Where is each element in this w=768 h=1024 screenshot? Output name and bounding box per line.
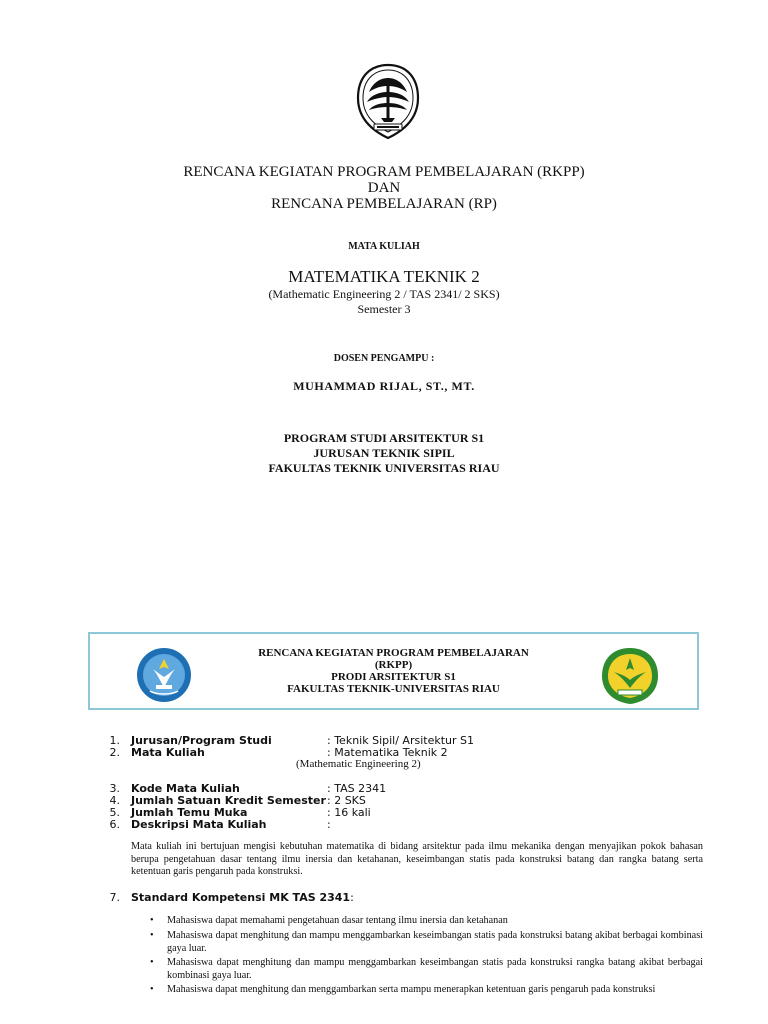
bullet-icon: • (150, 957, 154, 968)
item-value-2: : Matematika Teknik 2 (327, 746, 448, 759)
item-label-4: Jumlah Satuan Kredit Semester (131, 794, 326, 807)
item-num-4: 4. (109, 794, 120, 807)
section7-colon: : (350, 891, 354, 904)
bullet-icon: • (150, 984, 154, 995)
bullet-icon: • (150, 930, 154, 941)
item-value-6: : (327, 818, 331, 831)
item-value-3: : TAS 2341 (327, 782, 387, 795)
competency-item-3: Mahasiswa dapat menghitung dan mampu menggambarkan keseimbangan statis pada konstruksi rangka batang akibat berbagai kombinasi gaya luar. (167, 957, 703, 981)
jurusan: JURUSAN TEKNIK SIPIL (313, 446, 455, 460)
item-value-1: : Teknik Sipil/ Arsitektur S1 (327, 734, 474, 747)
universitas-riau-logo-icon (600, 646, 660, 706)
section7-heading (131, 892, 354, 904)
item-label-1: Jurusan/Program Studi (131, 734, 272, 747)
course-title: MATEMATIKA TEKNIK 2 (288, 267, 480, 286)
item-num-5: 5. (109, 806, 120, 819)
cover-title-line2: DAN (367, 180, 401, 196)
university-seal-icon (355, 62, 421, 142)
course-description: Mata kuliah ini bertujuan mengisi kebutuhan matematika di bidang arsitektur pada ilmu mekanika dengan menyajikan pokok bahasan berupa pengetahuan dasar tentang ilmu inersia dan ketahanan, keseimbangan statis pada konstruksi batang dan rangka batang serta ketentuan garis pengaruh pada konstruksi. (131, 841, 703, 878)
rkpp-header-box (88, 632, 699, 710)
dosen-label: DOSEN PENGAMPU : (333, 353, 435, 364)
program-studi: PROGRAM STUDI ARSITEKTUR S1 (283, 431, 485, 445)
box-title-line1: RENCANA KEGIATAN PROGRAM PEMBELAJARAN (258, 647, 529, 659)
item-num-3: 3. (109, 782, 120, 795)
cover-title-line1: RENCANA KEGIATAN PROGRAM PEMBELAJARAN (RKPP) (183, 164, 585, 180)
item-label-3: Kode Mata Kuliah (131, 782, 240, 795)
item-num-1: 1. (109, 734, 120, 747)
bullet-icon: • (150, 915, 154, 926)
mata-kuliah-label: MATA KULIAH (348, 241, 420, 252)
item-num-6: 6. (109, 818, 120, 831)
box-title-line2: (RKPP) (374, 659, 413, 671)
fakultas: FAKULTAS TEKNIK UNIVERSITAS RIAU (268, 461, 500, 475)
item-label-2: Mata Kuliah (131, 746, 205, 759)
item-label-5: Jumlah Temu Muka (131, 806, 248, 819)
competency-item-2: Mahasiswa dapat menghitung dan mampu menggambarkan keseimbangan statis pada konstruksi batang akibat berbagai kombinasi gaya luar. (167, 930, 703, 954)
cover-title-line3: RENCANA PEMBELAJARAN (RP) (271, 196, 497, 212)
box-title-line3: PRODI ARSITEKTUR S1 (331, 671, 456, 683)
course-subtitle: (Mathematic Engineering 2 / TAS 2341/ 2 SKS) (268, 287, 500, 301)
section7-num: 7. (109, 891, 120, 904)
item-num-2: 2. (109, 746, 120, 759)
box-title-line4: FAKULTAS TEKNIK-UNIVERSITAS RIAU (287, 683, 500, 695)
semester: Semester 3 (357, 302, 411, 316)
section7-title: Standard Kompetensi MK TAS 2341 (131, 891, 351, 904)
item-value-4: : 2 SKS (327, 794, 366, 807)
competency-item-1: Mahasiswa dapat memahami pengetahuan dasar tentang ilmu inersia dan ketahanan (167, 915, 508, 926)
item-value-5: : 16 kali (327, 806, 371, 819)
mata-kuliah-english: (Mathematic Engineering 2) (296, 758, 421, 770)
item-label-6: Deskripsi Mata Kuliah (131, 818, 267, 831)
dosen-name: MUHAMMAD RIJAL, ST., MT. (293, 379, 475, 393)
competency-item-4: Mahasiswa dapat menghitung dan menggambarkan serta mampu menerapkan ketentuan garis pengaruh pada konstruksi (167, 984, 656, 995)
